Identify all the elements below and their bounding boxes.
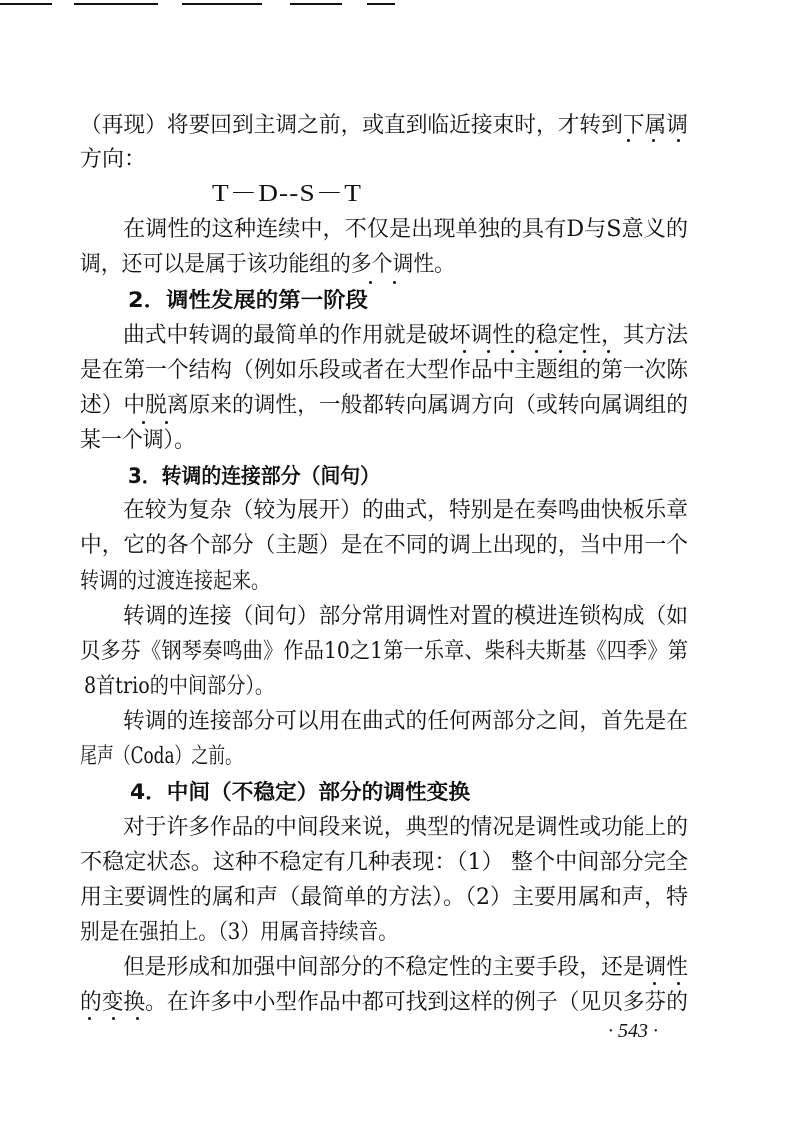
emphasis-dot bbox=[535, 350, 538, 353]
text-line: 用主要调性的属和声（最简单的方法）。（2）主要用属和声，特 bbox=[80, 885, 688, 910]
text-line: （再现）将要回到主调之前，或直到临近接束时，才转到下属调 bbox=[80, 113, 688, 138]
emphasis-dot bbox=[463, 350, 466, 353]
text-line: 曲式中转调的最简单的作用就是破坏调性的稳定性，其方法 bbox=[123, 323, 688, 348]
text-line: 但是形成和加强中间部分的不稳定性的主要手段，还是调性 bbox=[123, 955, 688, 980]
text-line: 对于许多作品的中间段来说，典型的情况是调性或功能上的 bbox=[123, 815, 688, 840]
text-line: 某一个调）。 bbox=[80, 428, 195, 453]
emphasis-dot bbox=[677, 982, 680, 985]
emphasis-dot bbox=[487, 350, 490, 353]
text-line: 别是在强拍上。（3）用属音持续音。 bbox=[80, 920, 398, 945]
text-line: 转调的连接（间句）部分常用调性对置的模进连锁构成（如 bbox=[123, 604, 688, 629]
text-line: 述）中脱离原来的调性，一般都转向属调方向（或转向属调组的 bbox=[80, 393, 688, 418]
formula-line: T－D--S－T bbox=[212, 181, 362, 207]
top-rule-1 bbox=[0, 3, 52, 5]
emphasis-dot bbox=[369, 281, 372, 284]
emphasis-dot bbox=[627, 139, 630, 142]
top-rule-5 bbox=[367, 3, 395, 5]
text-line: 在调性的这种连续中，不仅是出现单独的具有D与S意义的 bbox=[123, 217, 688, 242]
emphasis-dot bbox=[511, 350, 514, 353]
section-heading: 3．转调的连接部分（间句） bbox=[128, 464, 380, 488]
text-line: 尾声（Coda）之前。 bbox=[80, 744, 242, 769]
emphasis-dot bbox=[142, 421, 145, 424]
emphasis-dot bbox=[677, 139, 680, 142]
emphasis-dot bbox=[136, 1017, 139, 1020]
emphasis-dot bbox=[393, 281, 396, 284]
text-line: 转调的连接部分可以用在曲式的任何两部分之间，首先是在 bbox=[123, 709, 688, 734]
emphasis-dot bbox=[112, 1017, 115, 1020]
section-heading: 2．调性发展的第一阶段 bbox=[128, 288, 368, 312]
emphasis-dot bbox=[559, 350, 562, 353]
text-line: 贝多芬《钢琴奏鸣曲》作品10之1第一乐章、柴科夫斯基《四季》第 bbox=[80, 639, 688, 664]
emphasis-dot bbox=[652, 139, 655, 142]
top-rule-2 bbox=[74, 3, 158, 5]
text-line: 调，还可以是属于该功能组的多个调性。 bbox=[80, 252, 455, 277]
emphasis-dot bbox=[88, 1017, 91, 1020]
emphasis-dot bbox=[607, 350, 610, 353]
page-number: · 543 · bbox=[608, 1020, 658, 1042]
text-line: 是在第一个结构（例如乐段或者在大型作品中主题组的第一次陈 bbox=[80, 358, 688, 383]
text-line: 不稳定状态。这种不稳定有几种表现：（1） 整个中间部分完全 bbox=[80, 850, 688, 875]
text-line: 方向： bbox=[80, 147, 147, 172]
text-line: 的变换。在许多中小型作品中都可找到这样的例子（见贝多芬的 bbox=[80, 990, 688, 1015]
text-line: 在较为复杂（较为展开）的曲式，特别是在奏鸣曲快板乐章 bbox=[123, 498, 688, 523]
section-heading: 4．中间（不稳定）部分的调性变换 bbox=[130, 780, 470, 804]
top-rule-3 bbox=[182, 3, 262, 5]
text-line: 8首trio的中间部分）。 bbox=[84, 674, 274, 699]
emphasis-dot bbox=[653, 982, 656, 985]
text-line: 中，它的各个部分（主题）是在不同的调上出现的，当中用一个 bbox=[80, 533, 688, 558]
top-rule-4 bbox=[290, 3, 342, 5]
emphasis-dot bbox=[583, 350, 586, 353]
text-line: 转调的过渡连接起来。 bbox=[80, 569, 270, 594]
emphasis-dot bbox=[165, 421, 168, 424]
